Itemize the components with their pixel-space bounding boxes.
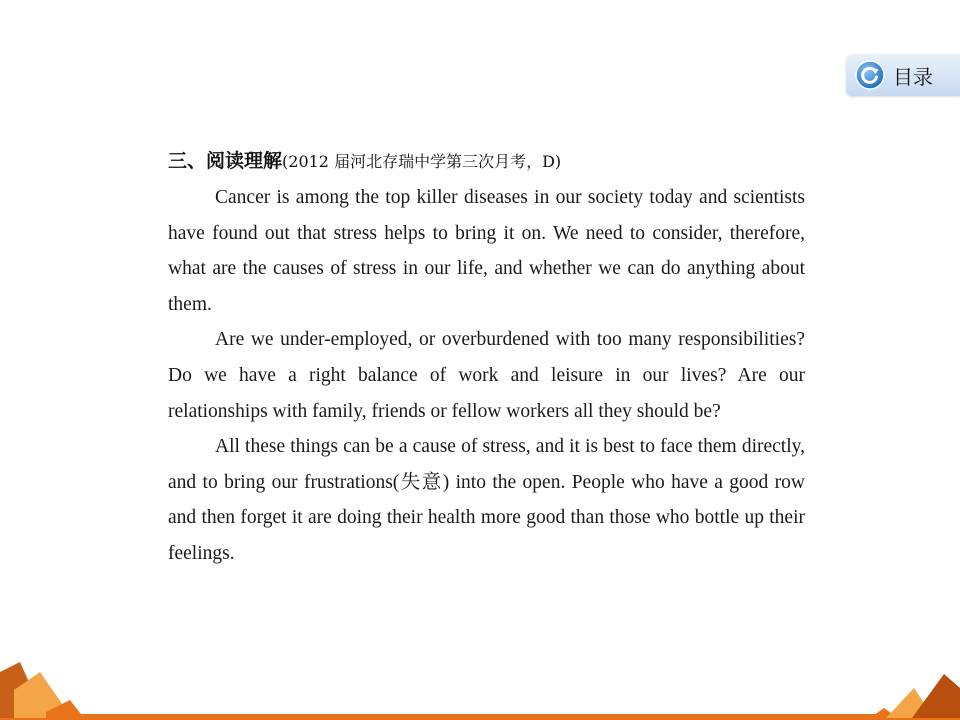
section-title: 三、阅读理解 (168, 150, 283, 172)
passage-paragraph-3: All these things can be a cause of stress, and it is best to face them directly, and to bring our frustrations(失意) into the open. People who have a good row and then forget it are doing their health more good than those who bottle up their feelings. (168, 436, 805, 564)
section-source: (2012 届河北存瑞中学第三次月考，D) (282, 152, 562, 171)
passage-paragraph-2: Are we under-employed, or overburdened with too many responsibilities? Do we have a right balance of work and leisure in our lives? Are our relationships with family, friends or fellow workers all they should be? (168, 329, 805, 422)
passage-paragraph-1: Cancer is among the top killer diseases in our society today and scientists have found out that stress helps to bring it on. We need to consider, therefore, what are the causes of stress in our life, and whether we can do anything about them. (168, 187, 805, 315)
toc-label: 目录 (893, 64, 933, 89)
footer-bar (0, 714, 960, 720)
